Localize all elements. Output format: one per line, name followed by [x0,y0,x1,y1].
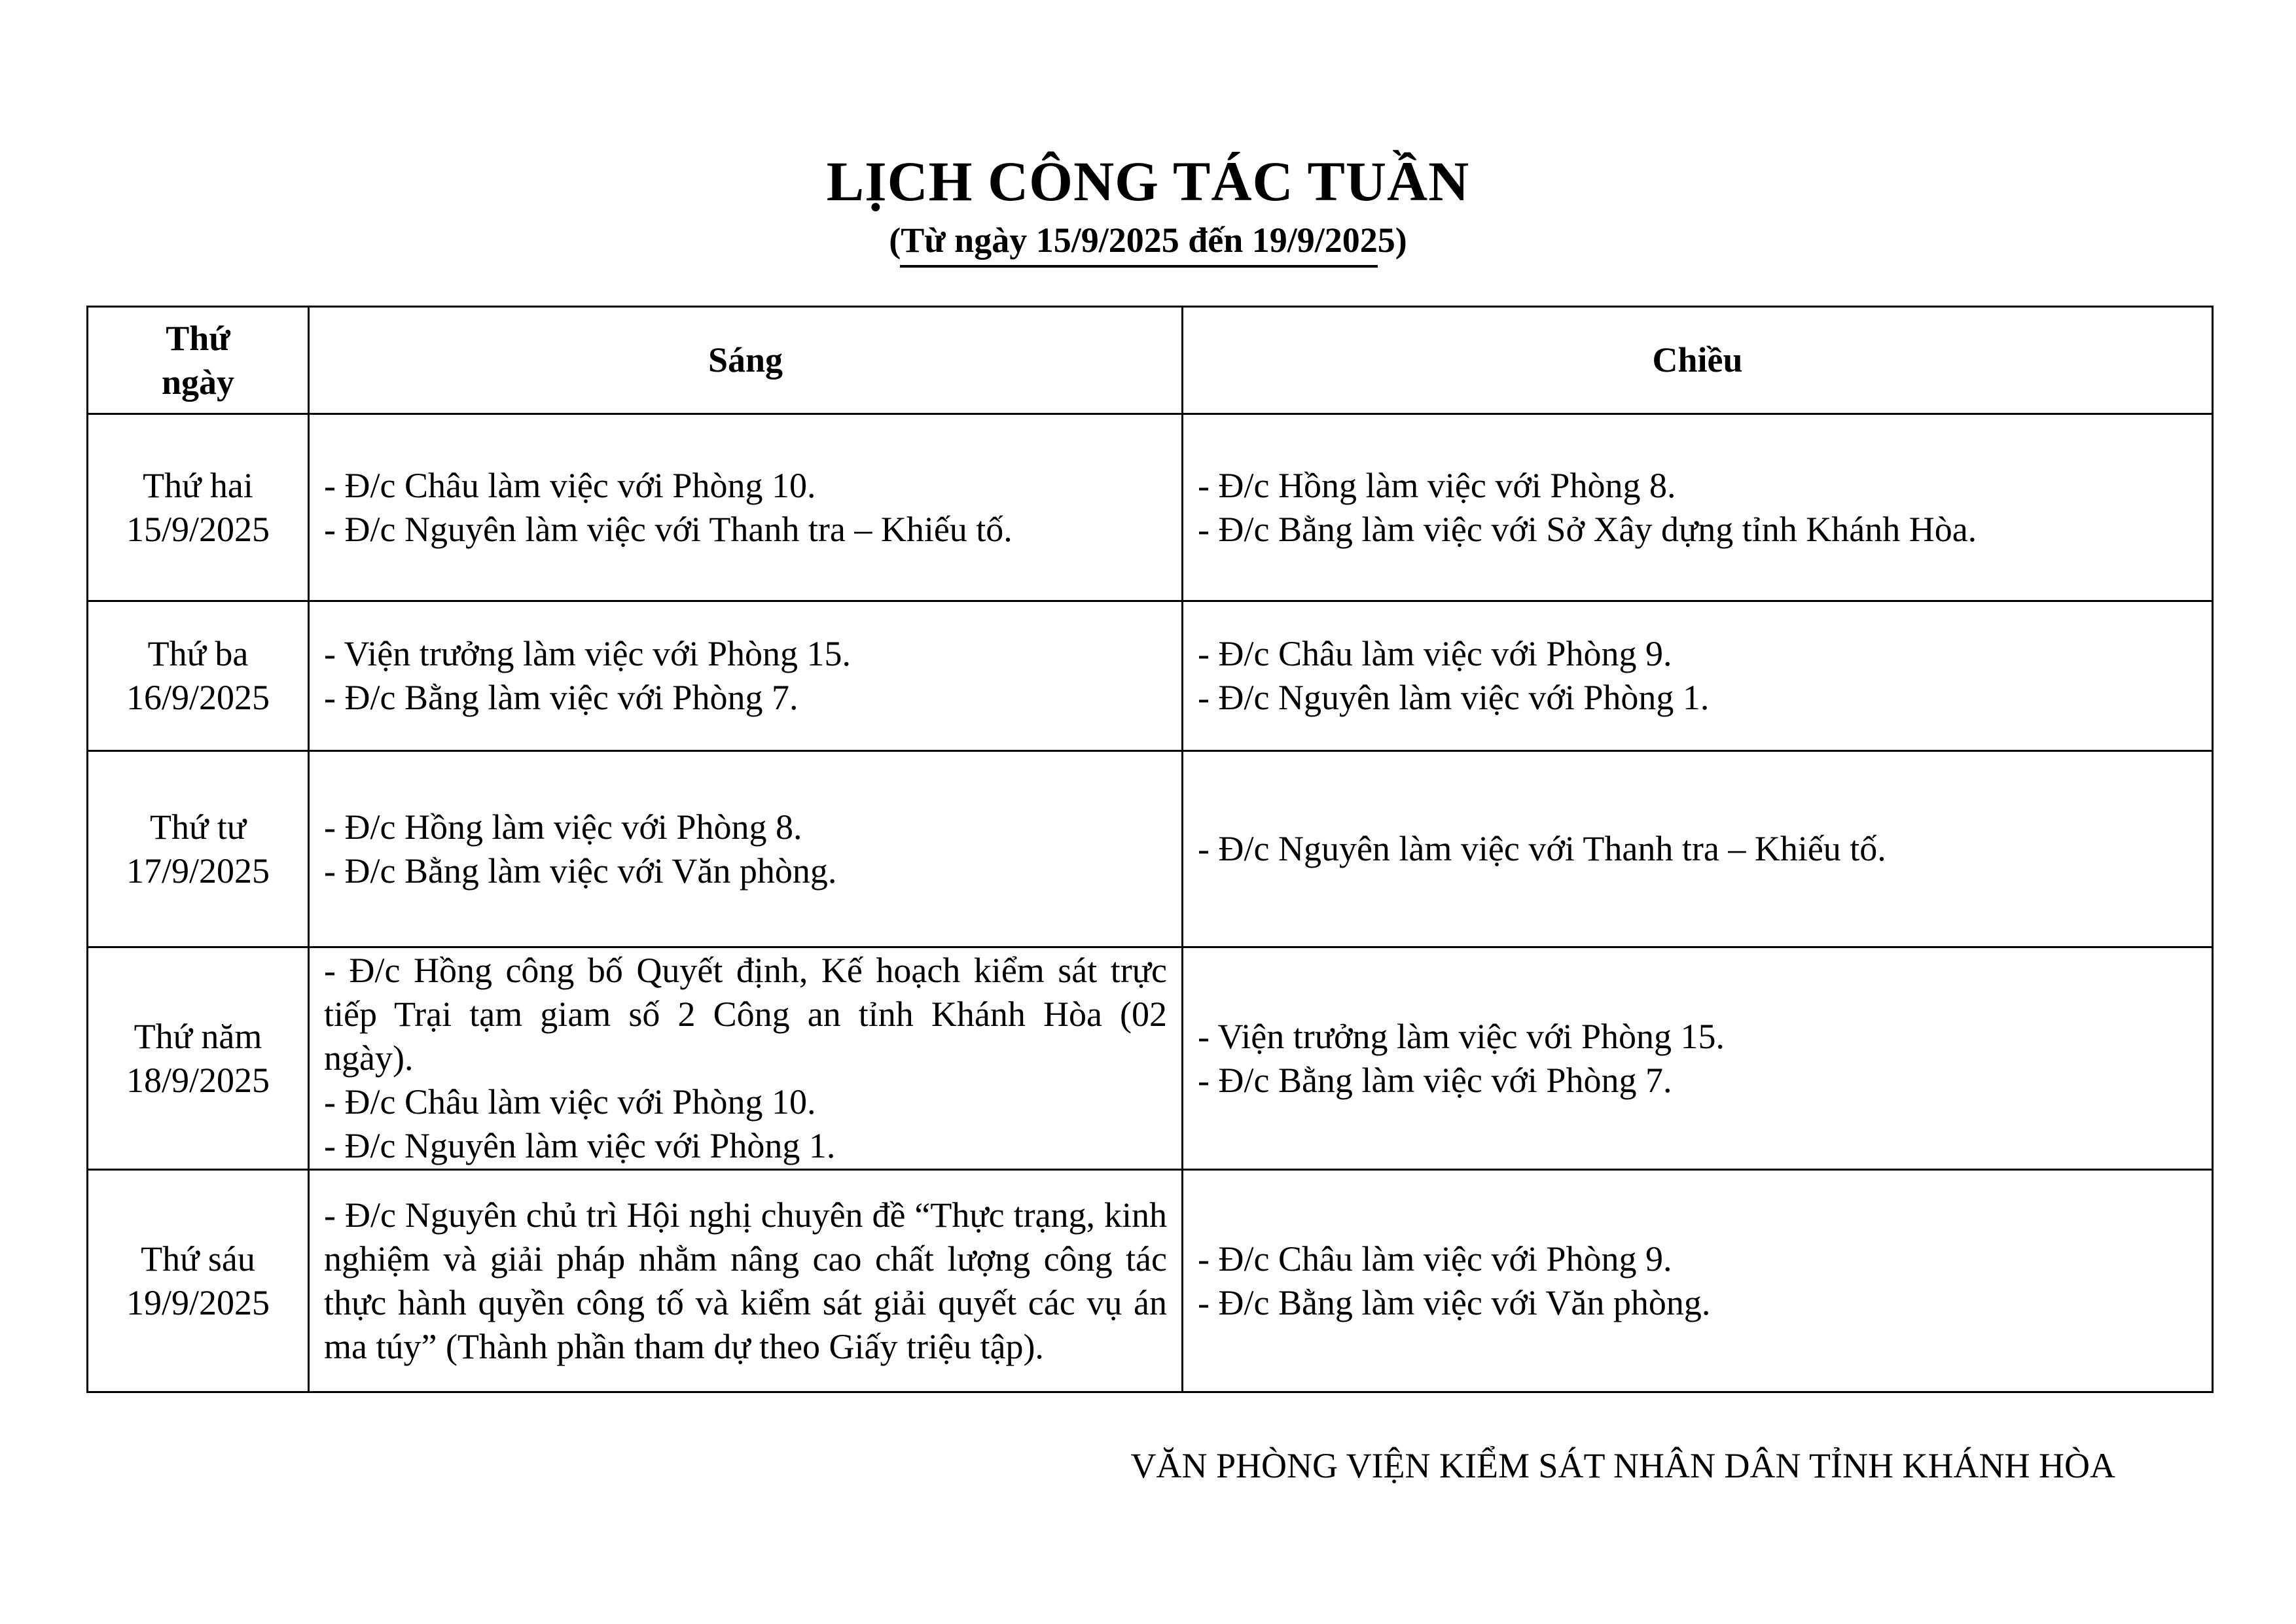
table-row [88,414,2213,601]
afternoon-item: - Đ/c Bằng làm việc với Văn phòng. [1198,1282,1711,1322]
afternoon-item: - Đ/c Nguyên làm việc với Thanh tra – Khiếu tố. [1198,829,1886,868]
morning-item: - Đ/c Châu làm việc với Phòng 10. [324,465,816,505]
header-day-line2: ngày [161,362,235,402]
morning-item: - Đ/c Bằng làm việc với Văn phòng. [324,851,837,891]
afternoon-item: - Đ/c Nguyên làm việc với Phòng 1. [1198,678,1710,717]
morning-item: - Đ/c Bằng làm việc với Phòng 7. [324,678,798,717]
morning-item: - Đ/c Nguyên làm việc với Thanh tra – Khiếu tố. [324,509,1013,549]
day-cell [88,414,309,601]
day-name: Thứ năm [134,1016,262,1056]
table-row [88,1170,2213,1392]
day-date: 15/9/2025 [126,509,270,549]
header-morning: Sáng [309,307,1183,414]
table-row [88,601,2213,751]
day-date: 16/9/2025 [126,678,270,717]
day-date: 18/9/2025 [126,1060,270,1100]
afternoon-cell [1183,601,2213,751]
page-title: LỊCH CÔNG TÁC TUẦN [826,150,1470,213]
day-date: 17/9/2025 [126,851,270,891]
afternoon-cell [1183,1170,2213,1392]
day-name: Thứ tư [149,807,247,847]
header-day [88,307,309,414]
table-header-row [88,307,2213,414]
afternoon-item: - Đ/c Châu làm việc với Phòng 9. [1198,1239,1672,1279]
afternoon-item: - Đ/c Hồng làm việc với Phòng 8. [1198,465,1676,505]
table-row [88,947,2213,1170]
morning-item: - Đ/c Hồng công bố Quyết định, Kế hoạch kiểm sát trực tiếp Trại tạm giam số 2 Công an tỉnh Khánh Hòa (02 ngày). [324,951,1167,1078]
date-range-subtitle: (Từ ngày 15/9/2025 đến 19/9/2025) [889,221,1407,260]
morning-item: - Đ/c Nguyên làm việc với Phòng 1. [324,1126,836,1165]
day-name: Thứ ba [147,634,249,673]
office-signature: VĂN PHÒNG VIỆN KIỂM SÁT NHÂN DÂN TỈNH KHÁNH HÒA [1130,1446,2115,1485]
morning-cell [309,1170,1183,1392]
morning-item: - Viện trưởng làm việc với Phòng 15. [324,634,852,673]
table-row [88,751,2213,947]
afternoon-item: - Đ/c Bằng làm việc với Sở Xây dựng tỉnh Khánh Hòa. [1198,509,1977,549]
afternoon-item: - Viện trưởng làm việc với Phòng 15. [1198,1016,1725,1056]
day-cell [88,947,309,1170]
morning-item: - Đ/c Nguyên chủ trì Hội nghị chuyên đề “Thực trạng, kinh nghiệm và giải pháp nhằm nâng cao chất lượng công tác thực hành quyền công tố và kiểm sát giải quyết các vụ án ma túy” (Thành phần tham dự theo Giấy triệu tập). [324,1195,1167,1366]
morning-cell [309,947,1183,1170]
afternoon-item: - Đ/c Châu làm việc với Phòng 9. [1198,634,1672,673]
day-cell [88,1170,309,1392]
subtitle-underline [900,265,1378,268]
day-cell [88,601,309,751]
weekly-schedule-table [86,306,2214,1393]
morning-cell [309,751,1183,947]
morning-item: - Đ/c Hồng làm việc với Phòng 8. [324,807,802,847]
day-name: Thứ sáu [141,1239,255,1279]
day-cell [88,751,309,947]
morning-item: - Đ/c Châu làm việc với Phòng 10. [324,1082,816,1121]
afternoon-cell [1183,751,2213,947]
afternoon-item: - Đ/c Bằng làm việc với Phòng 7. [1198,1060,1672,1100]
morning-cell [309,601,1183,751]
header-afternoon: Chiều [1183,307,2213,414]
day-date: 19/9/2025 [126,1282,270,1322]
afternoon-cell [1183,947,2213,1170]
afternoon-cell [1183,414,2213,601]
morning-cell [309,414,1183,601]
header-day-line1: Thứ [166,318,230,358]
day-name: Thứ hai [143,465,253,505]
